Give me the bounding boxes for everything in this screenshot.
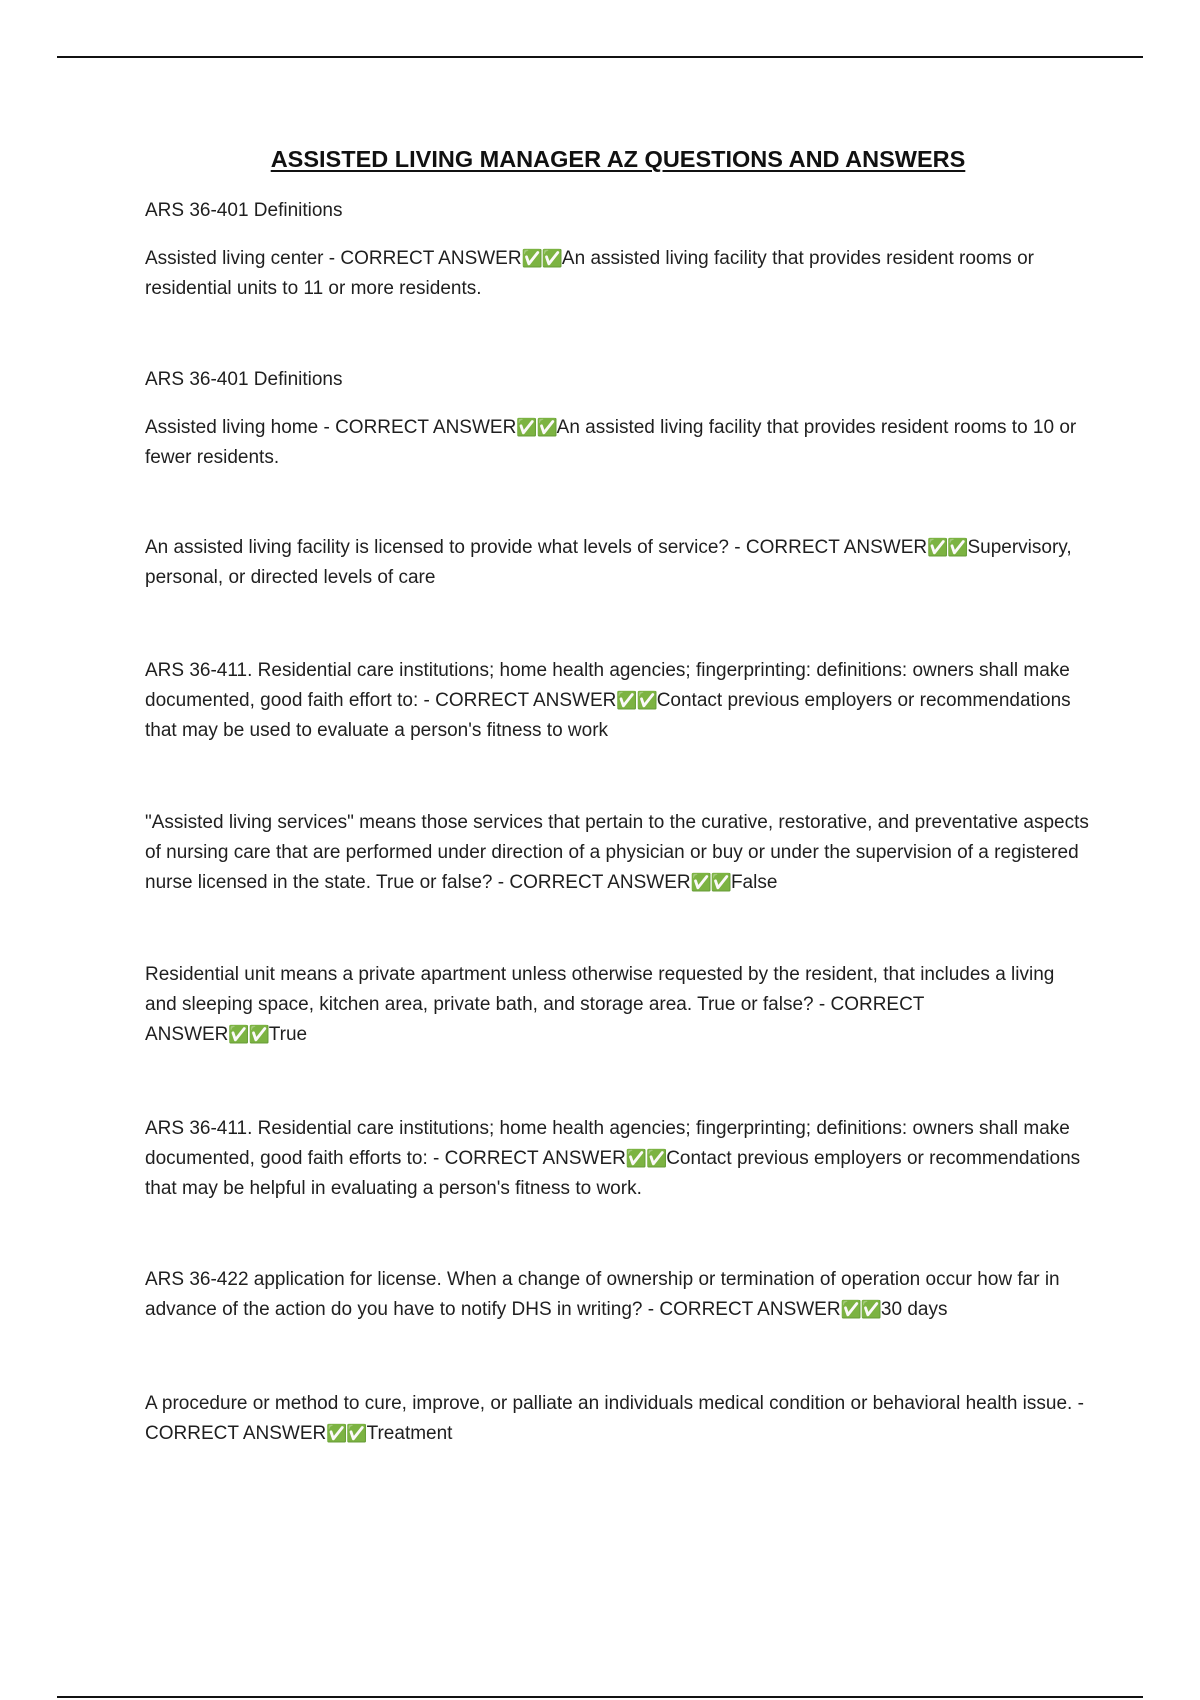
question-text: "Assisted living services" means those services that pertain to the curative, restorative, and preventative aspects of nursing care that are performed under direction of a physician or buy or under the supervision of a registered nurse licensed in the state. True or false? - CORRECT ANSWER [145, 812, 1089, 893]
answer-text: True [268, 1024, 308, 1045]
answer-text: 30 days [880, 1299, 948, 1320]
section-heading: ARS 36-401 Definitions [145, 200, 343, 221]
qa-entry [145, 656, 1090, 746]
answer-text: An assisted living facility that provides resident rooms to 10 or fewer residents. [145, 417, 1077, 468]
answer-text: Treatment [366, 1423, 453, 1444]
question-text: A procedure or method to cure, improve, or palliate an individuals medical condition or behavioral health issue. - CORRECT ANSWER [145, 1393, 1084, 1444]
check-marks: ✅✅ [625, 1149, 667, 1168]
bottom-rule [57, 1696, 1143, 1698]
check-marks: ✅✅ [840, 1300, 881, 1319]
answer-text: Contact previous employers or recommendations that may be used to evaluate a person's fitness to work [145, 690, 1071, 741]
qa-entry [145, 533, 1090, 593]
qa-entry [145, 808, 1090, 898]
answer-text: False [730, 872, 778, 893]
question-text: An assisted living facility is licensed to provide what levels of service? - CORRECT ANSWER [145, 537, 928, 558]
qa-entry [145, 1265, 1090, 1325]
answer-text: Supervisory, personal, or directed levels of care [145, 537, 1072, 588]
check-marks: ✅✅ [516, 418, 557, 437]
qa-entry [145, 1389, 1090, 1449]
qa-entry [145, 413, 1090, 473]
check-marks: ✅✅ [690, 873, 731, 892]
check-marks: ✅✅ [228, 1025, 269, 1044]
check-marks: ✅✅ [326, 1424, 367, 1443]
question-text: ARS 36-411. Residential care institutions; home health agencies; fingerprinting; definitions: owners shall make documented, good faith efforts to: - CORRECT ANSWER [145, 1118, 1070, 1169]
answer-text: An assisted living facility that provides resident rooms or residential units to 11 or more residents. [145, 248, 1034, 299]
question-text: ARS 36-422 application for license. When a change of ownership or termination of operation occur how far in advance of the action do you have to notify DHS in writing? - CORRECT ANSWER [145, 1269, 1060, 1320]
question-text: Assisted living center - CORRECT ANSWER [145, 248, 522, 269]
section-heading: ARS 36-401 Definitions [145, 369, 343, 390]
question-text: Residential unit means a private apartment unless otherwise requested by the resident, that includes a living and sleeping space, kitchen area, private bath, and storage area. True or false? - CORRECT ANSWER [145, 964, 1055, 1045]
qa-entry [145, 244, 1090, 304]
question-text: ARS 36-411. Residential care institutions; home health agencies; fingerprinting: definitions: owners shall make documented, good faith effort to: - CORRECT ANSWER [145, 660, 1070, 711]
qa-entry [145, 960, 1090, 1050]
question-text: Assisted living home - CORRECT ANSWER [145, 417, 517, 438]
check-marks: ✅✅ [927, 538, 968, 557]
document-title: ASSISTED LIVING MANAGER AZ QUESTIONS AND ANSWERS [270, 146, 966, 172]
check-marks: ✅✅ [521, 249, 562, 268]
top-rule [57, 56, 1143, 58]
answer-text: Contact previous employers or recommendations that may be helpful in evaluating a person's fitness to work. [145, 1148, 1081, 1199]
check-marks: ✅✅ [616, 691, 657, 710]
qa-entry [145, 1114, 1090, 1204]
